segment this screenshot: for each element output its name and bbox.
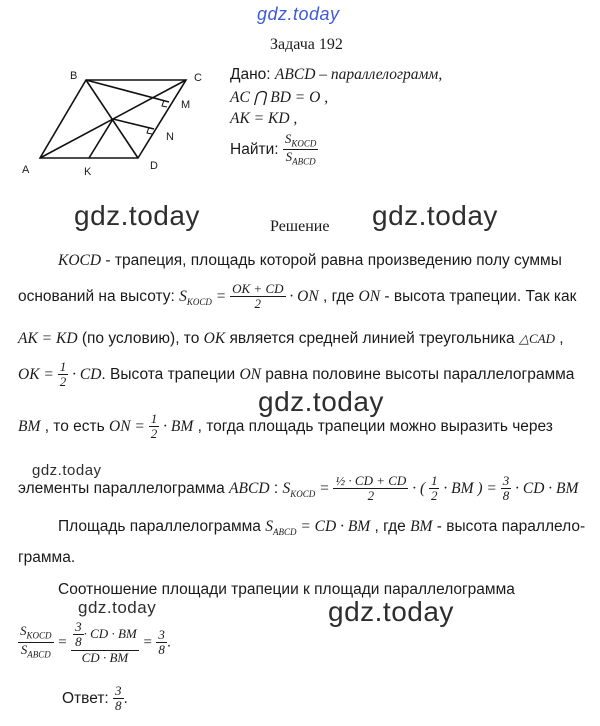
s6-halffrac [429,474,440,504]
solution-heading: Решение [270,218,330,235]
find-fraction [283,132,319,168]
answer-line [62,684,128,714]
s10-topfrac [73,620,84,650]
s6-eq: = [315,479,334,497]
answer-num: 3 [115,683,122,698]
find-num: S [284,131,292,146]
s6-bignum: ½ · CD + CD [335,473,407,488]
s10-eq2: = [138,634,157,651]
s10-eq: = [53,634,72,651]
s3-e: △CAD [518,331,555,346]
s6-s: S [282,479,291,497]
s2-num: OK + CD [232,281,284,296]
given-line2: AC ⋂ BD = O , [230,89,329,106]
s7-a: Площадь параллелограмма [58,518,266,535]
problem-title: Задача 192 [270,36,343,53]
parallelogram-figure [14,62,224,187]
s10-lfrac [18,624,54,660]
s10-topcd: · CD · BM [83,625,137,641]
s10-lnum: S [20,623,27,639]
s4-den: 2 [59,374,67,390]
s10-ldensub: ABCD [27,649,51,660]
s2-eq: = [211,287,231,305]
watermark-5: gdz.today [78,598,157,617]
watermark-6: gdz.today [328,596,454,627]
s8: грамма. [18,549,76,566]
s9: Соотношение площади трапеции к площади параллелограмма [58,581,515,598]
s4-d: ON [239,365,261,383]
solution-line-1 [18,252,583,270]
given-line1: ABCD – параллелограмм, [274,66,443,83]
solution-line-5 [18,412,583,442]
answer-den: 8 [115,698,122,714]
s6-bigden: 2 [367,488,375,504]
s2-on: · ON [285,287,319,305]
label-m: M [181,99,191,111]
s2-c: ON [358,287,381,305]
s10-end: . [166,633,172,651]
s6-ssub: KOCD [290,488,316,499]
answer-label: Ответ: [62,689,114,707]
solution-line-6 [18,474,583,504]
s6-c: : [269,479,283,497]
solution-line-3 [18,330,583,348]
s6-tail: · CD · BM [511,479,579,497]
s3-f: , [554,330,564,347]
s5-b: , то есть [40,417,110,435]
answer-end: . [123,689,128,707]
s10-rfrac [156,628,167,658]
s2-a: оснований на высоту: [18,287,180,305]
s6-bigfrac [333,474,408,504]
watermark-1: gdz.today [74,200,200,231]
s2-b: , где [318,287,359,305]
s10-rnum: 3 [158,626,165,642]
watermark-2: gdz.today [372,200,498,231]
s4-num: 1 [59,359,67,374]
s10-rden: 8 [158,641,165,657]
s4-a: OK = [18,365,58,383]
watermark-top: gdz.today [257,4,340,24]
s5-a: BM [18,417,41,435]
s5-c: ON = [109,417,149,435]
s10-bigfrac [71,620,139,665]
s10-botden: CD · BM [81,649,129,665]
given-block [230,66,442,168]
s1-b: - трапеция, площадь которой равна произведению полу суммы [101,252,562,269]
label-n: N [166,131,174,143]
s6-bm: · BM ) = [439,479,501,497]
s6-half: 1 [430,473,438,488]
s7-d: BM [410,518,433,535]
given-line3: AK = KD , [230,110,298,127]
solution-line-8 [18,549,583,567]
s4-c: . Высота трапеции [101,365,240,383]
s6-resnum: 3 [502,473,510,488]
s10-lden: S [20,641,28,657]
s7-b: = CD · BM [296,518,371,535]
s3-a: AK = KD [18,330,78,347]
label-k: K [84,166,92,178]
solution-line-10 [18,620,171,665]
watermark-3: gdz.today [258,386,384,417]
watermark-4: gdz.today [32,462,102,479]
s7-s: S [265,518,273,535]
s3-b: (по условию), то [77,330,204,347]
find-label: Найти: [230,141,279,159]
s6-resden: 8 [502,488,510,504]
s2-ssub: KOCD [186,296,212,307]
s2-s: S [179,287,187,305]
s1-a: KOCD [58,252,102,269]
s5-den: 2 [150,426,158,442]
s7-e: - высота параллело- [432,518,586,535]
s10-topnum: 3 [75,619,82,634]
solution-line-2 [18,282,583,312]
label-d: D [150,160,158,172]
s5-num: 1 [150,411,158,426]
label-c: C [194,72,202,84]
s2-d: - высота трапеции. Так как [380,287,577,305]
s4-b: · CD [68,365,102,383]
s5-d: · BM [159,417,194,435]
s7-c: , где [370,518,411,535]
solution-line-9 [18,581,583,599]
s6-a: элементы параллелограмма [18,479,230,497]
s3-c: OK [203,330,226,347]
find-den-sub: ABCD [292,157,316,168]
label-a: A [22,164,30,176]
s5-frac [149,412,160,442]
height-on [113,119,154,129]
s5-e: , тогда площадь трапеции можно выразить через [193,417,553,435]
s3-d: является средней линией треугольника [225,330,519,347]
s6-halfden: 2 [430,488,438,504]
s7-ssub: ABCD [272,527,297,538]
s6-resfrac [501,474,512,504]
s4-e: равна половине высоты параллелограмма [260,365,575,383]
s4-frac [58,360,69,390]
s6-mid: · ( [408,479,429,497]
s2-den: 2 [254,296,262,312]
s10-topden: 8 [75,634,82,650]
label-b: B [70,70,78,82]
s2-frac [230,282,285,312]
given-label: Дано: [230,66,271,83]
find-den: S [285,149,293,165]
s10-lnumsub: KOCD [26,631,52,642]
s6-b: ABCD [229,479,270,497]
answer-frac [113,684,124,714]
find-num-sub: KOCD [291,138,317,149]
solution-line-7 [18,518,586,538]
